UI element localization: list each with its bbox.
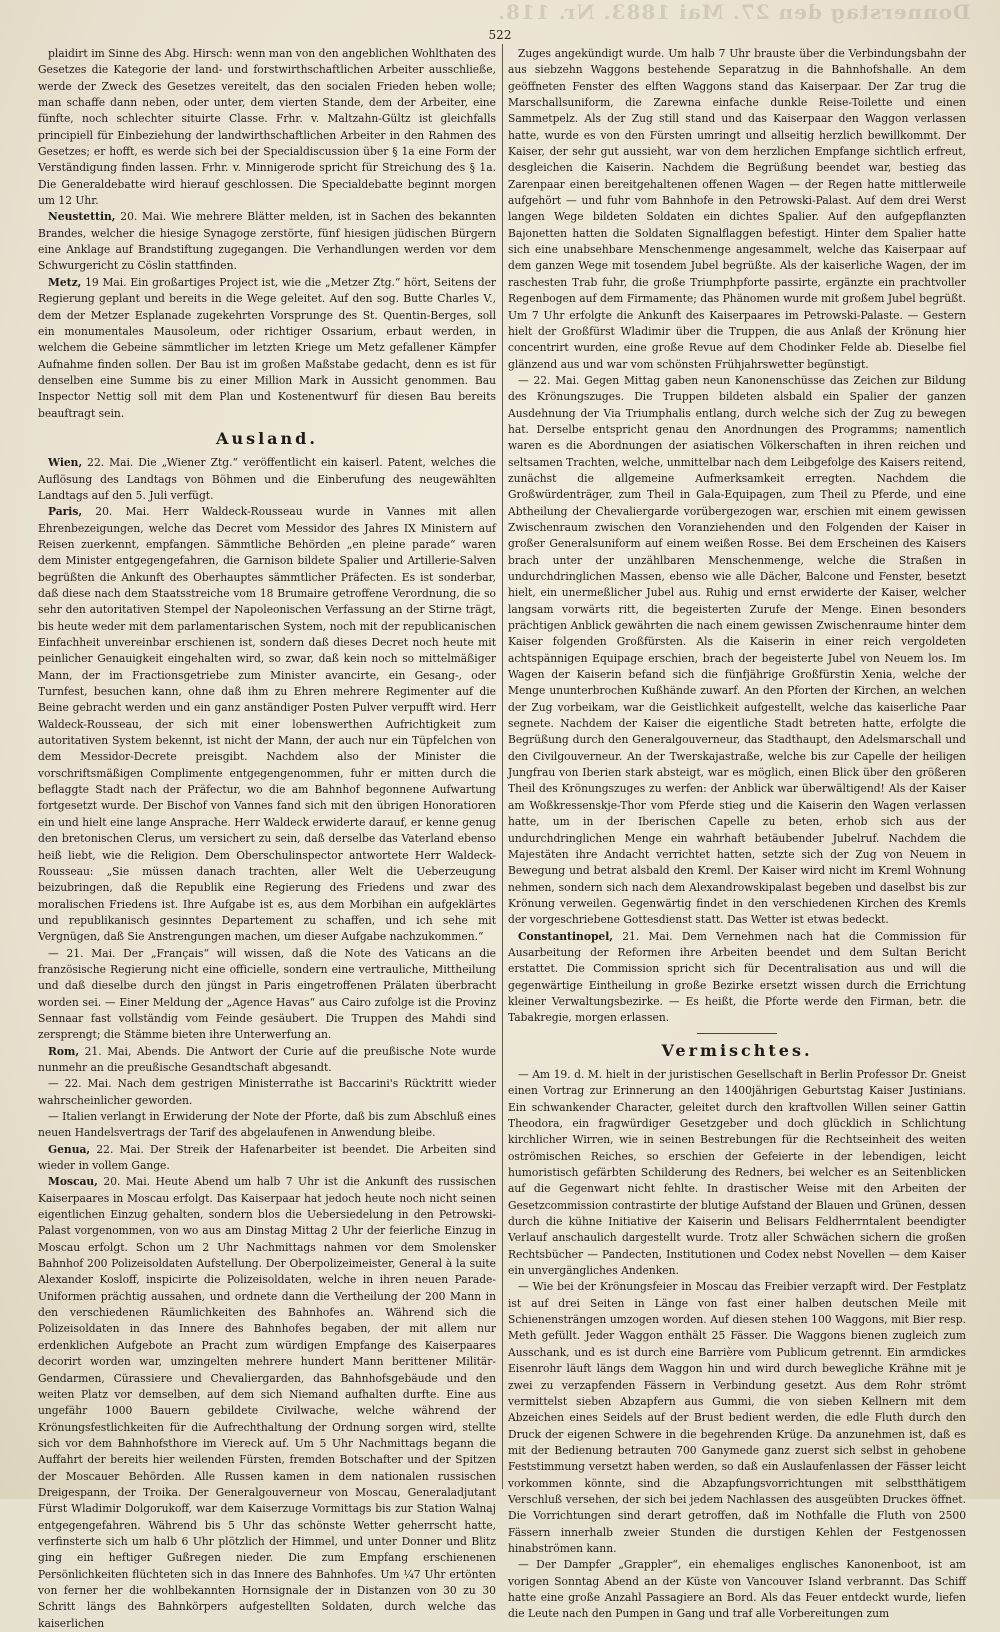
paragraph-wien: Wien, 22. Mai. Die „Wiener Ztg.“ veröffentlicht ein kaiserl. Patent, welches die Auflösung des Landtags von Böhmen und die Einberufung des neugewählten Landtags auf den 5. Juli verfügt.	[38, 456, 496, 502]
bleed-through-header: Donnerstag den 27. Mai 1883. Nr. 118.	[496, 0, 970, 24]
column-divider	[502, 44, 503, 1489]
dateline: Wien,	[48, 456, 83, 470]
dateline: Moscau,	[48, 1175, 98, 1189]
paragraph-grappler: — Der Dampfer „Grappler“, ein ehemaliges englisches Kanonenboot, ist am vorigen Sonntag Abend an der Küste von Vancouver Island verbrannt. Das Schiff hatte eine große Anzahl Passagiere an Bord. Als das Feuer entdeckt wurde, liefen die Leute nach den Pumpen in Gang und traf alle Vorbereitungen zum	[508, 1558, 966, 1621]
section-heading-ausland: Ausland.	[216, 428, 318, 448]
paragraph-constantinopel: Constantinopel, 21. Mai. Dem Vernehmen nach hat die Commission für Ausarbeitung der Reformen ihre Arbeiten beendet und dem Sultan Bericht erstattet. Die Commission spricht sich für Decentralisation aus und will die gegenwärtige Eintheilung in große Bezirke ersetzt wissen durch die Errichtung kleiner Verwaltungsbezirke. — Es heißt, die Pforte werde den Firman, betr. die Tabakregie, morgen erlassen.	[508, 929, 966, 1025]
section-heading-vermischtes: Vermischtes.	[661, 1040, 813, 1060]
dateline: Rom,	[48, 1044, 80, 1058]
paragraph-rom-2: — 22. Mai. Nach dem gestrigen Ministerrathe ist Baccarini's Rücktritt wieder wahrscheinlicher geworden.	[38, 1077, 496, 1107]
paragraph-moscau-cont: Zuges angekündigt wurde. Um halb 7 Uhr brauste über die Verbindungsbahn der aus siebzehn Waggons bestehende Separatzug in die Bahnhofshalle. An dem geöffneten Fenster des elften Waggons stand das Kaiserpaar. Der Zar trug die Marschallsuniform, die Zarewna einfache dunkle Reise-Toilette und einen Sammetpelz. Als der Zug still stand und das Kaiserpaar den Waggon verlassen hatte, wurde es von den Fürsten umringt und allseitig herzlich bewillkommt. Der Kaiser, der sehr gut aussieht, war von dem herzlichen Empfange sichtlich erfreut, desgleichen die Kaiserin. Nachdem die Begrüßung beendet war, bestieg das Zarenpaar einen bereitgehaltenen offenen Wagen — der Regen hatte mittlerweile aufgehört — und fuhr vom Bahnhofe in den Petrowski-Palast. Auf dem drei Werst langen Wege bildeten Soldaten ein dichtes Spalier. Auf den aufgepflanzten Bajonetten hatten die Soldaten Signalflaggen befestigt. Hinter dem Spalier hatte sich eine unabsehbare Menschenmenge angesammelt, welche das Kaiserpaar auf dem ganzen Wege mit tosendem Jubel begrüßte. Als der kaiserliche Wagen, der im raschesten Trab fuhr, die große Triumphpforte passirte, ergänzte ein prachtvoller Regenbogen auf dem Firmamente; das Phänomen wurde mit großem Jubel begrüßt. Um 7 Uhr erfolgte die Ankunft des Kaiserpaares im Petrowski-Palaste. — Gestern hielt der Großfürst Wladimir über die Truppen, die aus Anlaß der Krönung hier concentrirt wurden, eine große Revue auf dem Chodinker Felde ab. Dieselbe fiel glänzend aus und war vom schönsten Frühjahrswetter begünstigt.	[508, 47, 966, 371]
paragraph-gneist: — Am 19. d. M. hielt in der juristischen Gesellschaft in Berlin Professor Dr. Gneist einen Vortrag zur Erinnerung an den 1400jährigen Geburtstag Kaiser Justinians. Ein schwankender Character, geleitet durch den kraftvollen Willen seiner Gattin Theodora, ein fragwürdiger Gesetzgeber und doch glücklich in Schlichtung kirchlicher Wirren, wie in seinen Bestrebungen für die Rechtseinheit des weiten oströmischen Reiches, so erschien der Gefeierte in der lebendigen, leicht humoristisch gefärbten Schilderung des Redners, bei welcher es an Seitenblicken auf die Gegenwart nicht fehlte. In drastischer Weise mit den Arbeiten der Gesetzcommission contrastirte der blutige Aufstand der Blauen und Grünen, dessen durch die kühne Initiative der Kaiserin und Belisars Feldherrntalent beendigter Verlauf anschaulich dargestellt wurde. Trotz aller Schwächen sichern die großen Rechtsbücher — Pandecten, Institutionen und Codex nebst Novellen — dem Kaiser ein unvergängliches Andenken.	[508, 1067, 966, 1278]
paragraph-debate: plaidirt im Sinne des Abg. Hirsch: wenn man von den angeblichen Wohlthaten des Gesetzes die Kategorie der land- und forstwirthschaftlichen Arbeiter ausschließe, werde der Zweck des Gesetzes vereitelt, das den socialen Frieden heben wolle; man schaffe dann neben, oder unter, dem vierten Stande, dem der Arbeiter, eine fünfte, noch schlechter situirte Classe. Frhr. v. Maltzahn-Gültz ist gleichfalls principiell für Einbeziehung der landwirthschaftlichen Arbeiter in den Rahmen des Gesetzes; er hofft, es werde sich bei der Specialdiscussion über § 1a eine Form der Verständigung finden lassen. Frhr. v. Minnigerode spricht für Streichung des § 1a. Die Generaldebatte wird hierauf geschlossen. Die Specialdebatte beginnt morgen um 12 Uhr.	[38, 47, 496, 208]
dateline: Metz,	[48, 275, 82, 289]
right-column	[508, 46, 966, 1621]
paragraph-paris: Paris, 20. Mai. Herr Waldeck-Rousseau wurde in Vannes mit allen Ehrenbezeigungen, welche das Decret vom Messidor des Jahres IX Ministern auf Reisen zuerkennt, empfangen. Sämmtliche Behörden „en pleine parade“ waren dem Minister entgegengefahren, die Garnison bildete Spalier und Artillerie-Salven begrüßten die Ankunft des Oberhauptes sämmtlicher Präfecten. Es ist sonderbar, daß diese nach dem Staatsstreiche vom 18 Brumaire getroffene Verordnung, die so sehr den autoritativen Stempel der Napoleonischen Verfassung an der Stirne trägt, bis heute weder mit dem parlamentarischen System, noch mit der republicanischen Einfachheit unvereinbar erschienen ist, sondern daß dieses Decret noch heute mit peinlicher Genauigkeit eingehalten wird, so zwar, daß kein noch so mittelmäßiger Mann, der im Fractionsgetriebe zum Minister avancirte, ein Gesang-, oder Turnfest, besuchen kann, ohne daß ihm zu Ehren mehrere Regimenter auf die Beine gebracht werden und ein ganz anständiger Posten Pulver verpufft wird. Herr Waldeck-Rousseau, der sich mit einer lobenswerthen Aufrichtigkeit zum autoritativen System bekennt, ist nicht der Mann, der auch nur ein Tüpfelchen von dem Messidor-Decrete preisgibt. Nachdem also der Minister die vorschriftsmäßigen Complimente entgegengenommen, fuhr er mitten durch die beflaggte Stadt nach der Präfectur, wo die am Bahnhof begonnene Aufwartung fortgesetzt wurde. Der Bischof von Vannes fand sich mit den übrigen Honoratioren ein und hielt eine lange Ansprache. Herr Waldeck erwiderte darauf, er kenne genug den bretonischen Clerus, um versichert zu sein, daß derselbe das Vaterland ebenso heiß liebt, wie die Religion. Dem Oberschulinspector antwortete Herr Waldeck-Rousseau: „Sie müssen danach trachten, aller Welt die Ueberzeugung beizubringen, daß die Republik eine Regierung des Friedens und zwar des moralischen Friedens ist. Ihre Aufgabe ist es, aus dem Morbihan ein aufgeklärtes und republikanisch gesinntes Departement zu schaffen, und ich sehe mit Vergnügen, daß Sie Anstrengungen machen, um dieser Aufgabe nachzukommen.“	[38, 505, 496, 944]
dateline: Paris,	[48, 505, 83, 519]
dateline: Genua,	[48, 1142, 91, 1156]
paragraph-paris-note: — 21. Mai. Der „Français“ will wissen, daß die Note des Vaticans an die französische Regierung nicht eine officielle, sondern eine vertrauliche, Mittheilung und daß dieselbe durch den jüngst in Paris eingetroffenen Prälaten überbracht worden sei. — Einer Meldung der „Agence Havas“ aus Cairo zufolge ist die Provinz Sennaar fast vollständig vom Feinde gesäubert. Die Truppen des Mahdi sind zersprengt; die Stämme bieten ihre Unterwerfung an.	[38, 946, 496, 1042]
left-column	[38, 46, 496, 1630]
page-number: 522	[488, 28, 512, 42]
paragraph-rom: Rom, 21. Mai, Abends. Die Antwort der Curie auf die preußische Note wurde nunmehr an die preußische Gesandtschaft abgesandt.	[38, 1044, 496, 1074]
paragraph-kroenungszug: — 22. Mai. Gegen Mittag gaben neun Kanonenschüsse das Zeichen zur Bildung des Krönungszuges. Die Truppen bildeten alsbald ein Spalier der ganzen Ausdehnung der Via Triumphalis entlang, durch welche sich der Zug zu bewegen hat. Derselbe entspricht genau den Anordnungen des Programms; namentlich waren es die Abordnungen der asiatischen Völkerschaften in ihren reichen und seltsamen Trachten, welche, unmittelbar nach dem Leibgefolge des Kaisers reitend, zunächst die allgemeine Aufmerksamkeit erregten. Nachdem die Großwürdenträger, zum Theil in Gala-Equipagen, zum Theil zu Pferde, und eine Abtheilung der Chevaliergarde vorübergezogen war, erschien mit einem gewissen Zwischenraum zwischen den Voranziehenden und den Folgenden der Kaiser in großer Generalsuniform auf einem weißen Rosse. Bei dem Erscheinen des Kaisers brach unter der unzählbaren Menschenmenge, welche die Straßen in undurchdringlichen Massen, ebenso wie alle Dächer, Balcone und Fenster, besetzt hielt, ein unermeßlicher Jubel aus. Ruhig und ernst erwiderte der Kaiser, welcher langsam vorwärts ritt, die begeisterten Zurufe der Menge. Einen besonders prächtigen Anblick gewährten die nach einem gewissen Zwischenraume hinter dem Kaiser folgenden Großfürsten. Als die Kaiserin in einer reich vergoldeten achtspännigen Equipage erschien, brach der begeisterte Jubel von Neuem los. Im Wagen der Kaiserin befand sich die fünfjährige Großfürstin Xenia, welche der Menge ununterbrochen Kußhände zuwarf. An den Pforten der Kirchen, an welchen der Zug vorbeikam, war die Geistlichkeit aufgestellt, welche das kaiserliche Paar segnete. Nachdem der Kaiser die eigentliche Stadt betreten hatte, erfolgte die Begrüßung durch den Generalgouverneur, das Stadthaupt, den Adelsmarschall und den Civilgouverneur. An der Twerskajastraße, welche bis zur Capelle der heiligen Jungfrau von Iberien stark absteigt, war es möglich, einen Blick über den größeren Theil des Krönungszuges zu werfen: der Anblick war überwältigend! Als der Kaiser am Woßkressenskje-Thor vom Pferde stieg und die Kaiserin den Wagen verlassen hatte, um in der Iberischen Capelle zu beten, erhob sich aus der undurchdringlichen Menge ein wahrhaft betäubender Jubelruf. Nachdem die Majestäten ihre Andacht verrichtet hatten, setzte sich der Zug von Neuem in Bewegung und betrat alsbald den Kreml. Der Kaiser wird nicht im Kreml Wohnung nehmen, sondern sich nach dem Alexandrowskipalast begeben und daselbst bis zur Krönung verweilen. Gegenwärtig findet in den verschiedenen Kirchen des Kremls der vorgeschriebene Gottesdienst statt. Das Wetter ist etwas bedeckt.	[508, 373, 966, 927]
paragraph-genua: Genua, 22. Mai. Der Streik der Hafenarbeiter ist beendet. Die Arbeiten sind wieder in vollem Gange.	[38, 1142, 496, 1173]
section-separator	[697, 1033, 777, 1034]
paragraph-neustettin: Neustettin, 20. Mai. Wie mehrere Blätter melden, ist in Sachen des bekannten Brandes, welcher die hiesige Synagoge zerstörte, fünf hiesigen jüdischen Bürgern eine Anklage auf Brandstiftung zugegangen. Die Verhandlungen werden vor dem Schwurgericht zu Cöslin stattfinden.	[38, 210, 496, 273]
paragraph-moscau: Moscau, 20. Mai. Heute Abend um halb 7 Uhr ist die Ankunft des russischen Kaiserpaares in Moscau erfolgt. Das Kaiserpaar hat jedoch heute noch nicht seinen eigentlichen Einzug gehalten, sondern blos die Uebersiedelung in den Petrowski-Palast vorgenommen, von wo aus am Dinstag Mittag 2 Uhr der feierliche Einzug in Moscau erfolgt. Schon um 2 Uhr Nachmittags nahmen vor dem Smolensker Bahnhof 200 Polizeisoldaten Aufstellung. Der Oberpolizeimeister, General à la suite Alexander Kosloff, inspicirte die Polizeisoldaten, welche in ihren neuen Parade-Uniformen prächtig aussahen, und ordnete dann die Vertheilung der 200 Mann in den verschiedenen Räumlichkeiten des Bahnhofes an. Während sich die Polizeisoldaten in das Innere des Bahnhofes begaben, der mit allem nur erdenklichen Aufgebote an Pracht zum würdigen Empfange des Kaiserpaares decorirt worden war, umzingelten mehrere hundert Mann berittener Militär-Gendarmen, Cürassiere und Chevaliergarden, das Bahnhofsgebäude und den weiten Platz vor demselben, auf dem sich Niemand aufhalten durfte. Eine aus ungefähr 1000 Bauern gebildete Civilwache, welche während der Krönungsfestlichkeiten für die Aufrechthaltung der Ordnung sorgen wird, stellte sich vor dem Bahnhofsthore im Viereck auf. Um 5 Uhr Nachmittags begann die Auffahrt der bereits hier weilenden Fürsten, fremden Botschafter und der Spitzen der Moscauer Behörden. Alle Russen kamen in dem nationalen russischen Dreigespann, der Troika. Der Generalgouverneur von Moscau, Generaladjutant Fürst Wladimir Dolgorukoff, war dem Kaiserzuge Vormittags bis zur Station Walnaj entgegengefahren. Während bis 5 Uhr das schönste Wetter geherrscht hatte, verfinsterte sich um halb 6 Uhr plötzlich der Himmel, und unter Donner und Blitz ging ein heftiger Gußregen nieder. Die zum Empfang erschienenen Persönlichkeiten flüchteten sich in das Innere des Bahnhofes. Um ¼7 Uhr ertönten von ferner her die wohlbekannten Hornsignale der in Distanzen von 30 zu 30 Schritt längs des Bahnkörpers aufgestellten Soldaten, durch welche das kaiserlichen	[38, 1175, 496, 1630]
paragraph-metz: Metz, 19 Mai. Ein großartiges Project ist, wie die „Metzer Ztg.“ hört, Seitens der Regierung geplant und bereits in die Wege geleitet. Auf den sog. Butte Charles V., dem der Metzer Esplanade zugekehrten Vorsprunge des St. Quentin-Berges, soll ein monumentales Mausoleum, oder richtiger Ossarium, erbaut werden, in welchem die Gebeine sämmtlicher im letzten Kriege um Metz gefallener Kämpfer Aufnahme finden sollen. Der Bau ist im großen Maßstabe gedacht, denn es ist für denselben eine Summe bis zu einer Million Mark in Aussicht genommen. Bau Inspector Nettig soll mit dem Plan und Kostenentwurf für diesen Bau bereits beauftragt sein.	[38, 275, 496, 420]
paragraph-freibier: — Wie bei der Krönungsfeier in Moscau das Freibier verzapft wird. Der Festplatz ist auf drei Seiten in Länge von fast einer halben deutschen Meile mit Schienensträngen umzogen worden. Auf diesen stehen 100 Waggons, mit Bier resp. Meth gefüllt. Jeder Waggon enthält 25 Fässer. Die Waggons bienen zugleich zum Ausschank, und es ist durch eine Barrière vom Publicum getrennt. Ein armdickes Eisenrohr läuft längs dem Waggon hin und wird durch bewegliche Krähne mit je zwei zu verzapfenden Fässern in Verbindung gesetzt. Aus dem Rohr strömt vermittelst sieben Abzapfern aus Gummi, die von sieben Kellnern mit dem Abzeichen eines Seidels auf der Brust bedient werden, die edle Fluth durch den Druck der eigenen Schwere in die begehrenden Krüge. Da anzunehmen ist, daß es mit der Bedienung betrauten 700 Ganymede ganz zuerst sich selbst in gehobene Feststimmung versetzt haben werden, so daß ein Auslaufenlassen der Fässer leicht vorkommen könnte, sind die Abzapfungsvorrichtungen mit selbstthätigem Verschluß versehen, der sich bei jedem Nachlassen des ausgeübten Druckes öffnet. Die Vorrichtungen sind derart getroffen, daß im Nothfalle die Fluth von 2500 Fässern innerhalb zweier Stunden die durstigen Kehlen der Festgenossen hinabströmen kann.	[508, 1280, 966, 1555]
paragraph-rom-3: — Italien verlangt in Erwiderung der Note der Pforte, daß bis zum Abschluß eines neuen Handelsvertrags der Tarif des abgelaufenen in Anwendung bleibe.	[38, 1110, 496, 1140]
dateline: Constantinopel,	[518, 929, 614, 943]
dateline: Neustettin,	[48, 210, 116, 224]
